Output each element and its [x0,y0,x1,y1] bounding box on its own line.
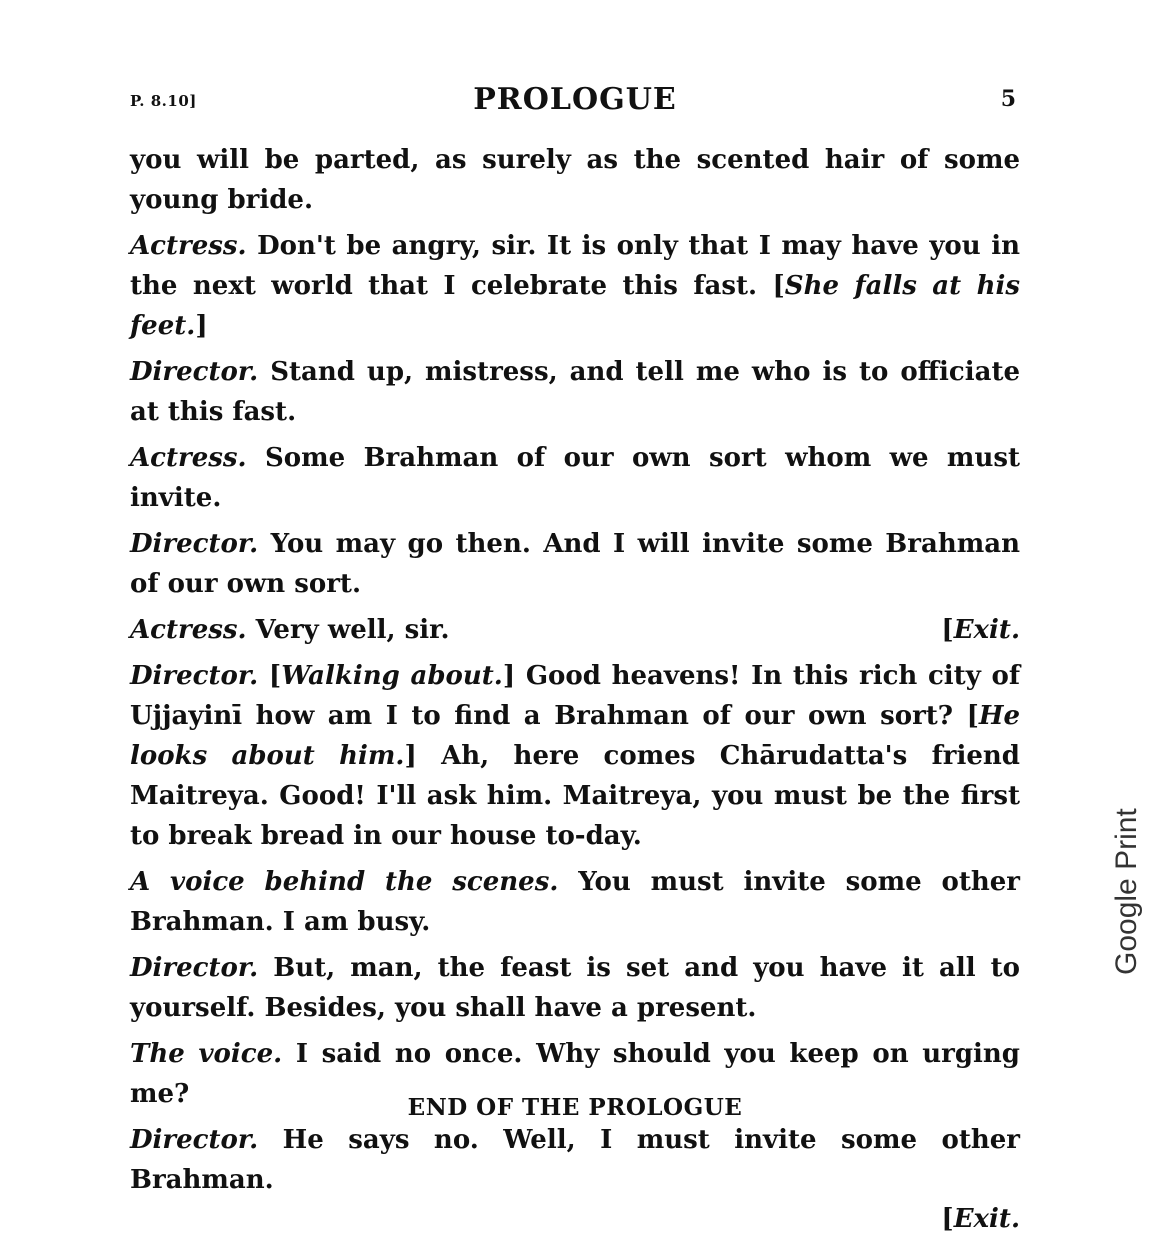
bracket-close: ] [195,311,208,341]
dialogue-text: Don't be angry, sir. It is only that I may have you in the next world that I celebrate this fast. [ [130,231,1020,301]
book-page [130,78,1021,1234]
speaker-name: A voice behind the scenes. [130,867,559,897]
page-number: 5 [1000,86,1016,112]
dialogue-text: He says no. Well, I must invite some other Brahman. [130,1125,1020,1195]
paragraph-6 [130,610,1020,650]
bracket-open: [ [941,1204,954,1234]
dialogue-text: ] Ah, here comes Chārudatta's friend Maitreya. Good! I'll ask him. Maitreya, you must be the first to break bread in our house to-day. [130,741,1020,851]
speaker-name: Director. [130,661,259,691]
page-header [130,78,1020,124]
google-print-watermark: Google Print [1110,808,1143,975]
exit-label: Exit. [953,1204,1020,1234]
speaker-name: Director. [130,1125,259,1155]
stage-direction: She falls at his feet. [130,271,1021,341]
paragraph-11 [130,1120,1020,1200]
paragraph-5 [130,524,1020,604]
section-reference: P. 8.10] [130,92,197,110]
paragraph-8 [130,862,1020,942]
exit-direction [130,1200,1020,1238]
paragraph-9 [130,948,1020,1028]
dialogue-text: You may go then. And I will invite some Brahman of our own sort. [130,529,1020,599]
dialogue-text: Stand up, mistress, and tell me who is to officiate at this fast. [130,357,1020,427]
paragraph-text: you will be parted, as surely as the scented hair of some young bride. [130,145,1020,215]
stage-direction: He looks about him. [130,701,1020,771]
speaker-name: Director. [130,357,259,387]
exit-label: Exit. [953,615,1020,645]
paragraph-2 [130,226,1020,346]
speaker-name: Actress. [130,231,247,261]
speaker-name: The voice. [130,1039,283,1069]
speaker-name: Actress. [130,443,247,473]
page-title: PROLOGUE [473,82,677,117]
speaker-name: Actress. [130,615,247,645]
end-of-prologue-heading: END OF THE PROLOGUE [407,1094,743,1121]
paragraph-1 [130,140,1020,220]
dialogue-text: You must invite some other Brahman. I am busy. [130,867,1020,937]
bracket-open: [ [258,661,282,691]
paragraph-4 [130,438,1020,518]
bracket-open: [ [941,615,954,645]
play-text [130,140,1020,1238]
speaker-name: Director. [130,953,259,983]
dialogue-text: ] Good heavens! In this rich city of Ujjayinī how am I to find a Brahman of our own sort? [ [130,661,1021,731]
paragraph-3 [130,352,1020,432]
dialogue-text: Very well, sir. [246,615,450,645]
speaker-name: Director. [130,529,259,559]
stage-direction: Walking about. [281,661,503,691]
dialogue-text: I said no once. Why should you keep on urging me? [130,1039,1020,1109]
dialogue-text: But, man, the feast is set and you have it all to yourself. Besides, you shall have a present. [130,953,1020,1023]
paragraph-7 [130,656,1020,856]
dialogue-text: Some Brahman of our own sort whom we must invite. [130,443,1020,513]
exit-direction [941,610,1020,650]
